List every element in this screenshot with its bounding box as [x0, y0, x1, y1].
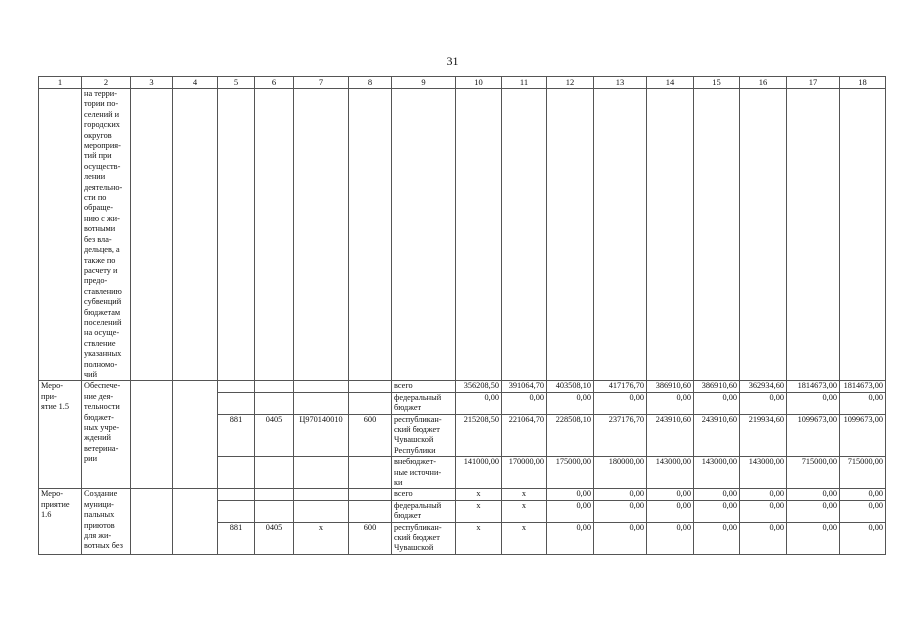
text-line: указанных: [84, 349, 122, 359]
empty-cell: [349, 500, 392, 522]
amount-cell: 237176,70: [594, 414, 647, 457]
text-line: вотными: [84, 224, 116, 234]
empty-cell: [349, 381, 392, 392]
text-line: тий при: [84, 151, 112, 161]
amount-cell: 0,00: [787, 500, 840, 522]
measure-name: [82, 489, 131, 554]
amount-cell: 170000,00: [502, 457, 547, 489]
empty-cell: [218, 500, 255, 522]
empty-cell: [255, 489, 294, 500]
text-line: дельцев, а: [84, 245, 120, 255]
target-article-code: x: [294, 522, 349, 554]
amount-cell: 143000,00: [647, 457, 694, 489]
amount-cell: 0,00: [456, 392, 502, 414]
text-line: предо-: [84, 276, 108, 286]
measure-code: [39, 381, 82, 489]
text-line: приютов: [84, 520, 115, 530]
amount-cell: 180000,00: [594, 457, 647, 489]
amount-cell: x: [502, 522, 547, 554]
text-line: полномо-: [84, 359, 118, 369]
text-line: без вла-: [84, 234, 112, 244]
amount-cell: 143000,00: [694, 457, 740, 489]
funding-source: [392, 500, 456, 522]
amount-cell: 0,00: [594, 500, 647, 522]
amount-cell: 0,00: [547, 522, 594, 554]
column-number: 1: [39, 77, 82, 89]
empty-cell: [255, 381, 294, 392]
rzpr-code: 0405: [255, 522, 294, 554]
table-row: [39, 489, 886, 500]
column-number: 13: [594, 77, 647, 89]
amount-cell: 215208,50: [456, 414, 502, 457]
expense-type-code: 600: [349, 522, 392, 554]
text-line: обраще-: [84, 203, 114, 213]
amount-cell: x: [502, 500, 547, 522]
target-article-code: Ц970140010: [294, 414, 349, 457]
text-line: Меро-: [41, 381, 64, 391]
text-line: мероприя-: [84, 141, 121, 151]
measure-name: [82, 381, 131, 489]
text-line: 1.6: [41, 510, 52, 520]
text-line: пальных: [84, 510, 115, 520]
text-line: Создание: [84, 489, 118, 499]
amount-cell: 228508,10: [547, 414, 594, 457]
text-line: федеральный: [394, 500, 442, 510]
text-line: деятельно-: [84, 182, 123, 192]
funding-source: [392, 489, 456, 500]
amount-cell: 0,00: [647, 522, 694, 554]
amount-cell: 0,00: [594, 392, 647, 414]
text-line: ных учре-: [84, 423, 120, 432]
text-line: всего: [394, 489, 413, 499]
text-line: для жи-: [84, 531, 112, 541]
amount-cell: 0,00: [647, 500, 694, 522]
column-number: 7: [294, 77, 349, 89]
text-line: ятие 1.5: [41, 402, 70, 412]
amount-cell: 1814673,00: [787, 381, 840, 392]
amount-cell: 715000,00: [840, 457, 886, 489]
table-row: [39, 89, 886, 381]
amount-cell: 0,00: [547, 500, 594, 522]
amount-cell: 0,00: [840, 489, 886, 500]
empty-cell: [349, 392, 392, 414]
text-line: округов: [84, 130, 112, 140]
amount-cell: 0,00: [594, 522, 647, 554]
amount-cell: 0,00: [787, 489, 840, 500]
funding-source: [392, 392, 456, 414]
text-line: тории по-: [84, 99, 119, 109]
amount-cell: 0,00: [547, 489, 594, 500]
empty-cell: [294, 500, 349, 522]
table-row: [39, 381, 886, 392]
text-line: ставлению: [84, 286, 122, 296]
column-number: 8: [349, 77, 392, 89]
amount-cell: 0,00: [787, 392, 840, 414]
text-line: на осуще-: [84, 328, 120, 338]
text-line: ский бюджет: [394, 425, 440, 434]
empty-cell: [255, 500, 294, 522]
empty-cell: [218, 489, 255, 500]
empty-cell: [131, 489, 173, 554]
amount-cell: 0,00: [594, 489, 647, 500]
amount-cell: 0,00: [694, 500, 740, 522]
empty-cell: [255, 457, 294, 489]
amount-cell: x: [456, 489, 502, 500]
text-line: Республики: [394, 445, 436, 455]
column-number: 16: [740, 77, 787, 89]
column-number: 18: [840, 77, 886, 89]
amount-cell: 0,00: [694, 489, 740, 500]
amount-cell: 0,00: [502, 392, 547, 414]
empty-cell: [173, 489, 218, 554]
amount-cell: 243910,60: [694, 414, 740, 457]
amount-cell: 0,00: [740, 522, 787, 554]
column-number: 9: [392, 77, 456, 89]
amount-cell: 0,00: [740, 392, 787, 414]
column-number: 3: [131, 77, 173, 89]
text-line: республикан-: [394, 414, 442, 424]
amount-cell: 0,00: [647, 489, 694, 500]
text-line: ние дея-: [84, 391, 114, 401]
text-line: селений и: [84, 109, 120, 119]
text-line: ждений: [84, 433, 111, 443]
amount-cell: 403508,10: [547, 381, 594, 392]
text-line: приятие: [41, 499, 70, 509]
amount-cell: 141000,00: [456, 457, 502, 489]
budget-table: [38, 76, 886, 555]
empty-cell: [218, 392, 255, 414]
page-number: 31: [446, 54, 459, 68]
amount-cell: 0,00: [694, 392, 740, 414]
amount-cell: 0,00: [840, 500, 886, 522]
empty-cell: [255, 392, 294, 414]
text-line: Меро-: [41, 489, 64, 499]
amount-cell: 1099673,00: [787, 414, 840, 457]
text-line: чий: [84, 369, 98, 379]
amount-cell: 715000,00: [787, 457, 840, 489]
empty-cell: [294, 489, 349, 500]
amount-cell: 1099673,00: [840, 414, 886, 457]
amount-cell: 175000,00: [547, 457, 594, 489]
text-line: расчету и: [84, 265, 118, 275]
funding-source: [392, 381, 456, 392]
amount-cell: 0,00: [547, 392, 594, 414]
amount-cell: 417176,70: [594, 381, 647, 392]
amount-cell: 0,00: [740, 500, 787, 522]
funding-source: [392, 457, 456, 489]
expense-type-code: 600: [349, 414, 392, 457]
column-number: 17: [787, 77, 840, 89]
column-number: 4: [173, 77, 218, 89]
empty-cell: [294, 381, 349, 392]
grbs-code: 881: [218, 522, 255, 554]
text-line: лении: [84, 172, 106, 182]
text-line: ствление: [84, 338, 116, 348]
text-line: вотных без: [84, 541, 123, 551]
funding-source: [392, 414, 456, 457]
column-number: 5: [218, 77, 255, 89]
grbs-code: 881: [218, 414, 255, 457]
amount-cell: 0,00: [840, 522, 886, 554]
column-number: 10: [456, 77, 502, 89]
text-line: Обеспече-: [84, 381, 121, 391]
text-line: муници-: [84, 499, 114, 509]
column-number: 15: [694, 77, 740, 89]
empty-cell: [294, 392, 349, 414]
amount-cell: 356208,50: [456, 381, 502, 392]
measure-name-continuation: [82, 89, 131, 381]
empty-cell: [294, 457, 349, 489]
funding-source: [392, 522, 456, 554]
amount-cell: 0,00: [787, 522, 840, 554]
amount-cell: 1814673,00: [840, 381, 886, 392]
column-number: 14: [647, 77, 694, 89]
rzpr-code: 0405: [255, 414, 294, 457]
text-line: сти по: [84, 193, 107, 203]
measure-code: [39, 489, 82, 554]
amount-cell: 386910,60: [694, 381, 740, 392]
text-line: бюджет-: [84, 412, 114, 422]
text-line: ский бюджет: [394, 533, 440, 543]
amount-cell: 362934,60: [740, 381, 787, 392]
text-line: ветерина-: [84, 443, 119, 453]
text-line: бюджетам: [84, 307, 121, 317]
text-line: поселений: [84, 317, 122, 327]
text-line: республикан-: [394, 522, 442, 532]
text-line: ные источни-: [394, 467, 442, 477]
empty-cell: [218, 381, 255, 392]
column-number: 11: [502, 77, 547, 89]
text-line: внебюджет-: [394, 457, 436, 467]
amount-cell: 0,00: [647, 392, 694, 414]
text-line: городских: [84, 120, 120, 130]
text-line: ки: [394, 478, 403, 488]
column-number-row: [39, 77, 886, 89]
text-line: Чувашской: [394, 435, 434, 445]
text-line: осуществ-: [84, 161, 121, 171]
text-line: также по: [84, 255, 116, 265]
text-line: бюджет: [394, 403, 422, 413]
amount-cell: 0,00: [740, 489, 787, 500]
empty-cell: [173, 381, 218, 489]
empty-cell: [218, 457, 255, 489]
text-line: на терри-: [84, 89, 118, 98]
text-line: нию с жи-: [84, 213, 120, 223]
text-line: Чувашской: [394, 543, 434, 553]
amount-cell: 221064,70: [502, 414, 547, 457]
amount-cell: 386910,60: [647, 381, 694, 392]
column-number: 2: [82, 77, 131, 89]
amount-cell: 0,00: [840, 392, 886, 414]
empty-cell: [349, 457, 392, 489]
amount-cell: x: [456, 522, 502, 554]
text-line: при-: [41, 391, 57, 401]
amount-cell: 143000,00: [740, 457, 787, 489]
amount-cell: 219934,60: [740, 414, 787, 457]
empty-cell: [131, 381, 173, 489]
text-line: федеральный: [394, 392, 442, 402]
text-line: бюджет: [394, 511, 422, 521]
text-line: рии: [84, 454, 98, 464]
text-line: всего: [394, 381, 413, 391]
amount-cell: x: [502, 489, 547, 500]
amount-cell: 391064,70: [502, 381, 547, 392]
empty-cell: [349, 489, 392, 500]
text-line: тельности: [84, 402, 120, 412]
column-number: 12: [547, 77, 594, 89]
column-number: 6: [255, 77, 294, 89]
amount-cell: 0,00: [694, 522, 740, 554]
amount-cell: 243910,60: [647, 414, 694, 457]
text-line: субвенций: [84, 297, 122, 307]
amount-cell: x: [456, 500, 502, 522]
